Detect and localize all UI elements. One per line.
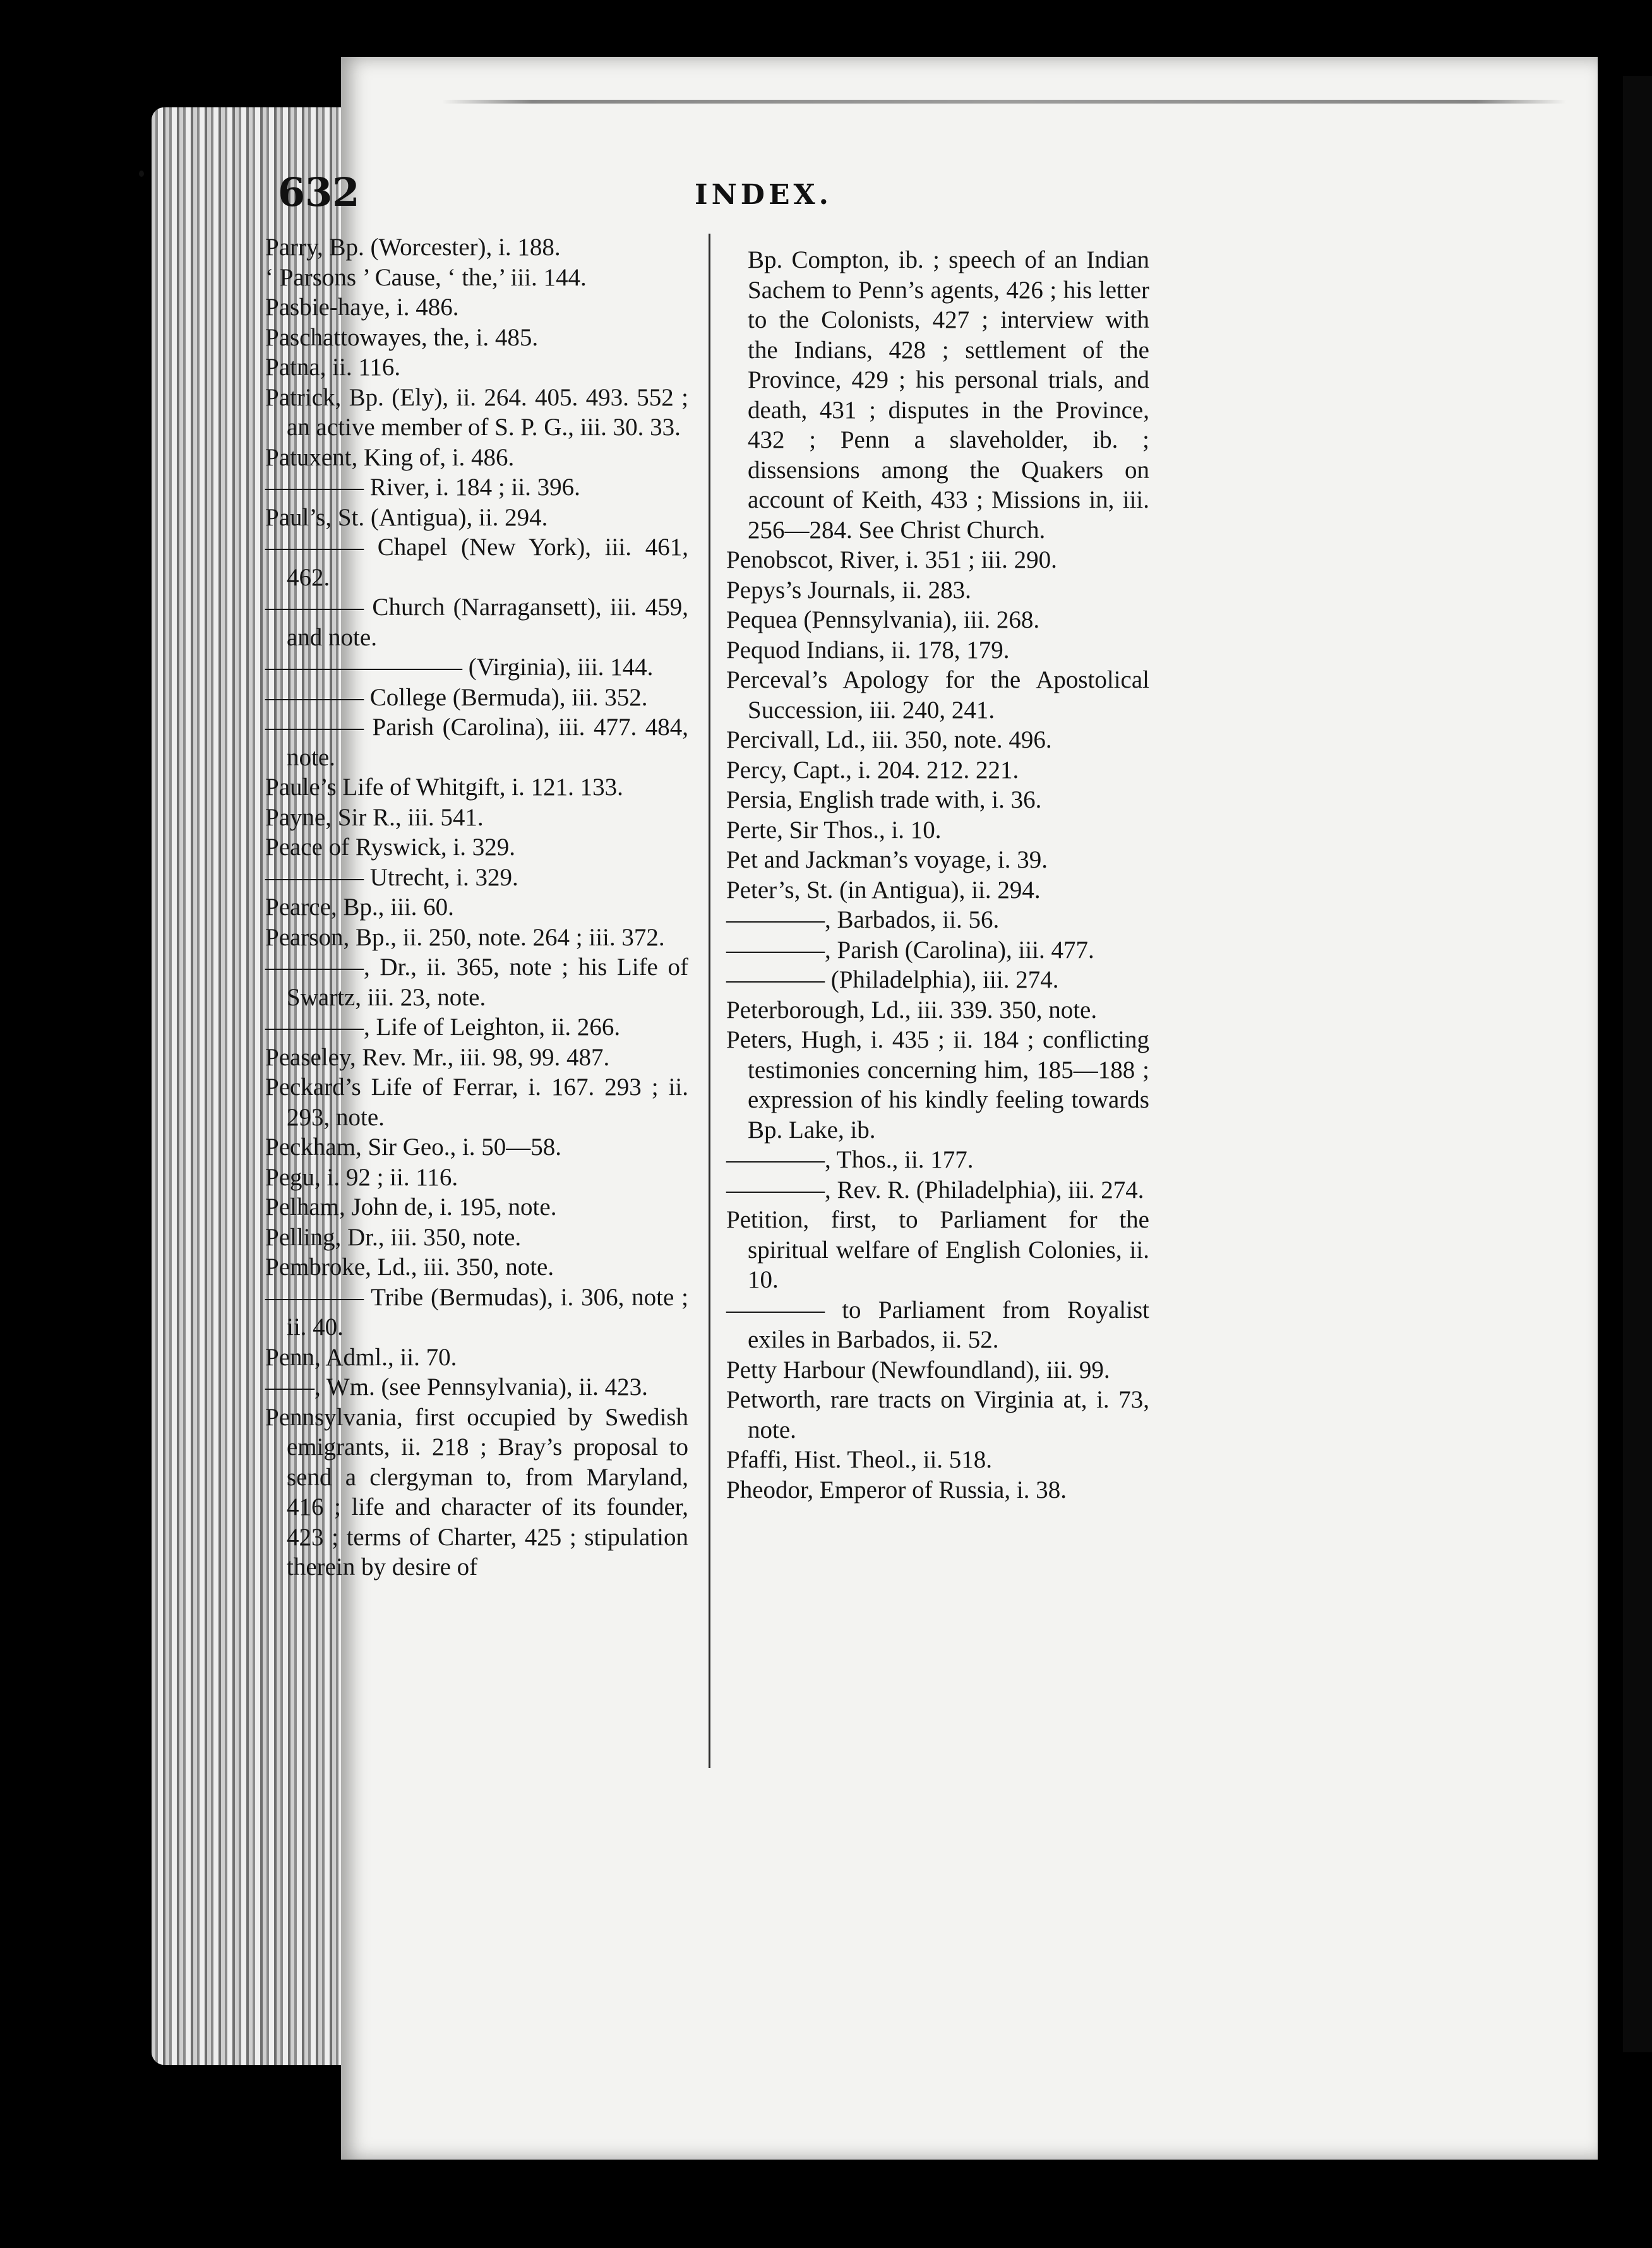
index-entry: Peters, Hugh, i. 435 ; ii. 184 ; conflicting testimonies concerning him, 185—188 ; expression of his kindly feeling towards Bp. Lake, ib.: [726, 1026, 1149, 1144]
index-entry: ———— Utrecht, i. 329.: [265, 863, 518, 891]
index-entry: ———— (Philadelphia), iii. 274.: [726, 966, 1059, 993]
index-entry: ———— Tribe (Bermudas), i. 306, note ; ii. 40.: [265, 1283, 688, 1341]
index-entry: Penobscot, River, i. 351 ; iii. 290.: [726, 546, 1057, 573]
index-entry: ———— Chapel (New York), iii. 461, 462.: [265, 534, 688, 591]
index-entry: ———— Church (Narragansett), iii. 459, and note.: [265, 594, 688, 651]
index-entry: Peckard’s Life of Ferrar, i. 167. 293 ; ii. 293, note.: [265, 1073, 688, 1131]
facing-page-edge: [1623, 76, 1652, 2052]
index-entry: Pearson, Bp., ii. 250, note. 264 ; iii. 372.: [265, 923, 665, 951]
index-entry: Perte, Sir Thos., i. 10.: [726, 816, 942, 844]
index-entry: Penn, Adml., ii. 70.: [265, 1343, 457, 1371]
index-entry: Patrick, Bp. (Ely), ii. 264. 405. 493. 552 ; an active member of S. P. G., iii. 30. 33.: [265, 383, 688, 441]
index-entry: ———— River, i. 184 ; ii. 396.: [265, 474, 580, 501]
index-entry: Petty Harbour (Newfoundland), iii. 99.: [726, 1356, 1110, 1384]
running-head: INDEX.: [695, 179, 832, 211]
index-entry: Pepys’s Journals, ii. 283.: [726, 576, 971, 604]
index-entry: Pfaffi, Hist. Theol., ii. 518.: [726, 1446, 993, 1473]
index-entry: Pheodor, Emperor of Russia, i. 38.: [726, 1476, 1067, 1504]
index-entry: Percivall, Ld., iii. 350, note. 496.: [726, 726, 1052, 753]
index-entry: ————, Parish (Carolina), iii. 477.: [726, 936, 1094, 964]
index-entry: ————, Dr., ii. 365, note ; his Life of Swartz, iii. 23, note.: [265, 954, 688, 1011]
index-entry: Persia, English trade with, i. 36.: [726, 786, 1042, 813]
index-entry: Patna, ii. 116.: [265, 354, 401, 381]
index-entry: Peckham, Sir Geo., i. 50—58.: [265, 1133, 562, 1161]
index-entry: ————, Thos., ii. 177.: [726, 1146, 974, 1173]
index-entry: Petworth, rare tracts on Virginia at, i. 73, note.: [726, 1386, 1149, 1444]
index-column-right: [726, 245, 1149, 1505]
index-entry: ——, Wm. (see Pennsylvania), ii. 423.: [265, 1373, 648, 1401]
index-entry: Peaseley, Rev. Mr., iii. 98, 99. 487.: [265, 1043, 610, 1071]
index-entry: ‘ Parsons ’ Cause, ‘ the,’ iii. 144.: [265, 263, 587, 291]
index-entry: Percy, Capt., i. 204. 212. 221.: [726, 756, 1019, 784]
index-entry: Paschattowayes, the, i. 485.: [265, 323, 539, 351]
index-entry: Patuxent, King of, i. 486.: [265, 443, 515, 471]
index-entry: ————, Rev. R. (Philadelphia), iii. 274.: [726, 1176, 1144, 1204]
index-entry: Peter’s, St. (in Antigua), ii. 294.: [726, 876, 1041, 904]
index-entry: ———— to Parliament from Royalist exiles in Barbados, ii. 52.: [726, 1296, 1149, 1353]
index-entry: Payne, Sir R., iii. 541.: [265, 803, 484, 831]
index-entry: Pelling, Dr., iii. 350, note.: [265, 1223, 522, 1251]
index-entry: ———— Parish (Carolina), iii. 477. 484, note.: [265, 714, 688, 771]
index-entry: Pembroke, Ld., iii. 350, note.: [265, 1253, 554, 1281]
index-entry: Peace of Ryswick, i. 329.: [265, 834, 515, 861]
index-entry: Pelham, John de, i. 195, note.: [265, 1193, 557, 1221]
index-entry: Pegu, i. 92 ; ii. 116.: [265, 1163, 458, 1191]
index-entry: Paul’s, St. (Antigua), ii. 294.: [265, 503, 548, 531]
index-entry: Bp. Compton, ib. ; speech of an Indian Sachem to Penn’s agents, 426 ; his letter to the Colonists, 427 ; interview with the Indians, 428 ; settlement of the Province, 429 ; his personal trials, and death, 431 ; disputes in the Province, 432 ; Penn a slaveholder, ib. ; dissensions among the Quakers on account of Keith, 433 ; Missions in, iii. 256—284. See Christ Church.: [748, 246, 1149, 544]
ink-speck: [139, 170, 144, 177]
page-top-edge-rule: [442, 100, 1566, 104]
index-entry: ————, Life of Leighton, ii. 266.: [265, 1013, 621, 1041]
index-entry: Paule’s Life of Whitgift, i. 121. 133.: [265, 774, 623, 801]
index-entry: Perceval’s Apology for the Apostolical Succession, iii. 240, 241.: [726, 666, 1149, 724]
index-entry: Peterborough, Ld., iii. 339. 350, note.: [726, 996, 1098, 1024]
page-number: 632: [278, 169, 360, 215]
index-entry: Pennsylvania, first occupied by Swedish emigrants, ii. 218 ; Bray’s proposal to send a clergyman to, from Maryland, 416 ; life and character of its founder, 423 ; terms of Charter, 425 ; stipulation therein by desire of: [265, 1403, 688, 1581]
index-column-left: [265, 232, 688, 1582]
column-divider: [709, 234, 710, 1768]
index-entry: Pearce, Bp., iii. 60.: [265, 894, 454, 921]
index-entry: Petition, first, to Parliament for the spiritual welfare of English Colonies, ii. 10.: [726, 1206, 1149, 1293]
index-entry: ————, Barbados, ii. 56.: [726, 906, 1000, 933]
index-entry: ———— College (Bermuda), iii. 352.: [265, 683, 648, 711]
index-entry: Pequea (Pennsylvania), iii. 268.: [726, 606, 1040, 633]
index-entry: Pet and Jackman’s voyage, i. 39.: [726, 846, 1048, 873]
index-entry: Pequod Indians, ii. 178, 179.: [726, 636, 1010, 664]
index-entry: ———————— (Virginia), iii. 144.: [265, 654, 654, 681]
index-entry: Parry, Bp. (Worcester), i. 188.: [265, 234, 561, 261]
index-entry: Pasbie-haye, i. 486.: [265, 294, 459, 321]
